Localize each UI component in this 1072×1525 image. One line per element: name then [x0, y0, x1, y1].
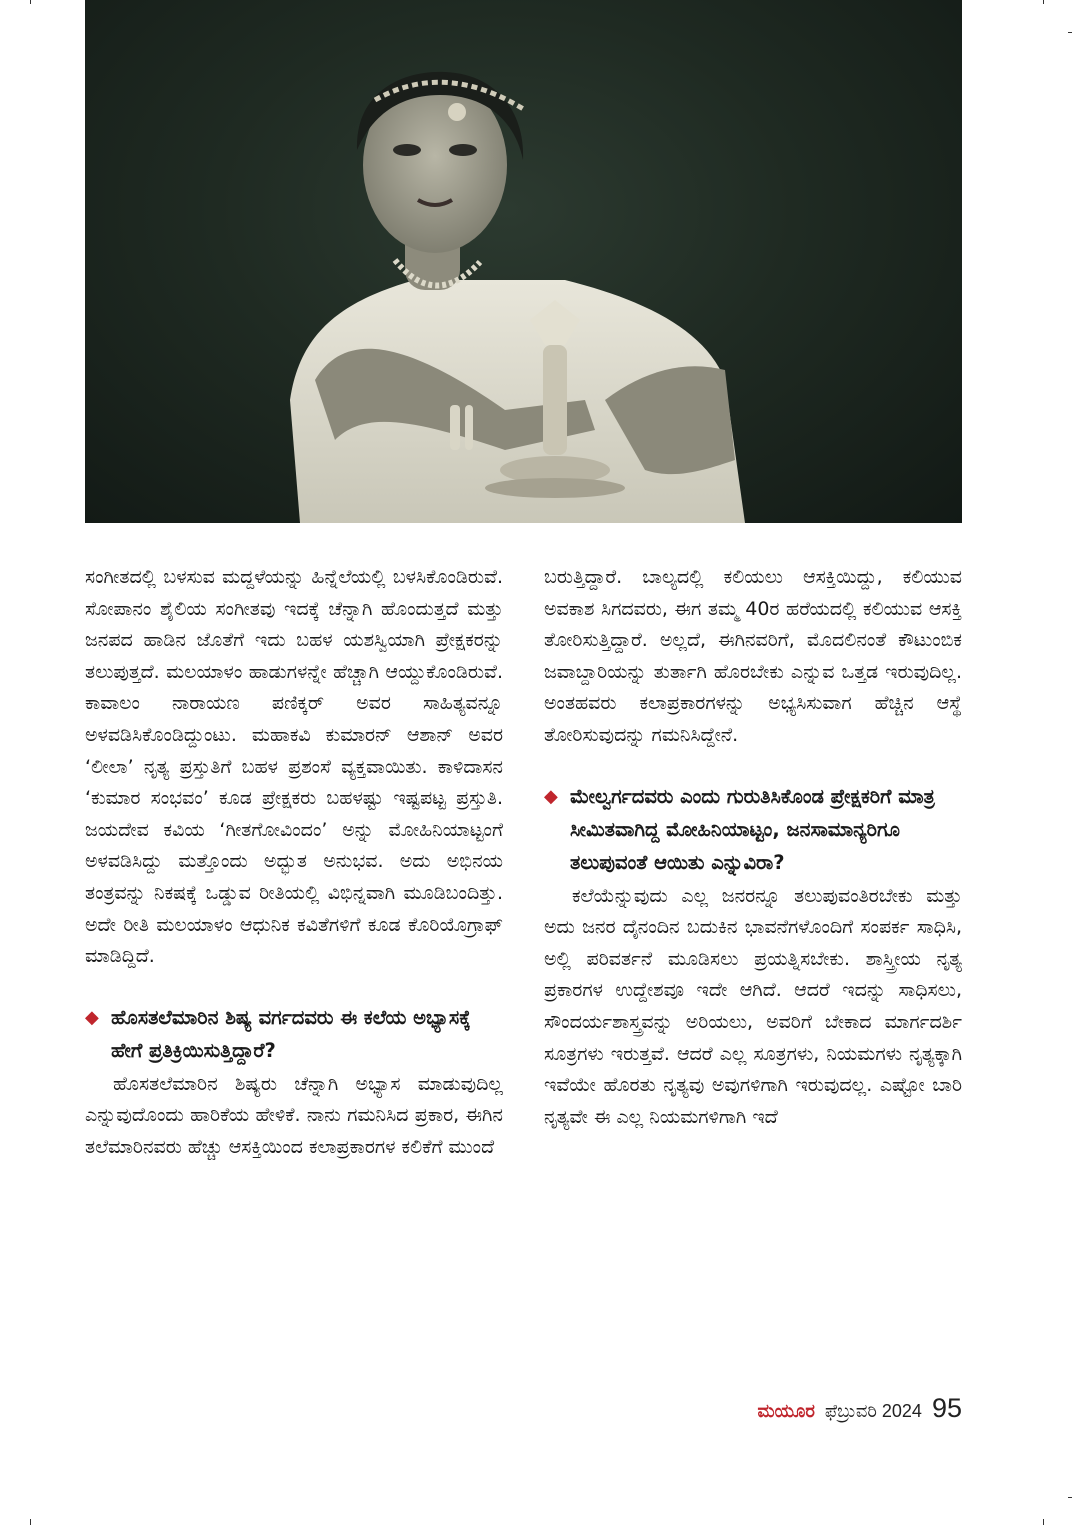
- crop-mark-bottom-right: [1043, 1519, 1044, 1525]
- page-number: 95: [931, 1393, 962, 1423]
- dancer-photo-icon: [85, 0, 962, 523]
- left-column: [85, 562, 503, 1164]
- page-footer: [757, 1393, 962, 1427]
- diamond-bullet-icon: ◆: [544, 785, 558, 807]
- left-paragraph-2: ಹೊಸತಲೆಮಾರಿನ ಶಿಷ್ಯರು ಚೆನ್ನಾಗಿ ಅಭ್ಯಾಸ ಮಾಡುವುದಿಲ್ಲ ಎನ್ನುವುದೊಂದು ಹಾರಿಕೆಯ ಹೇಳಿಕೆ. ನಾನು ಗಮನಿಸಿದ ಪ್ರಕಾರ, ಈಗಿನ ತಲೆಮಾರಿನವರು ಹೆಚ್ಚು ಆಸಕ್ತಿಯಿಂದ ಕಲಾಪ್ರಕಾರಗಳ ಕಲಿಕೆಗೆ ಮುಂದೆ: [85, 1072, 503, 1158]
- diamond-bullet-icon: ◆: [85, 1006, 99, 1028]
- crop-mark-right-upper: [1068, 32, 1072, 33]
- right-paragraph-1: ಬರುತ್ತಿದ್ದಾರೆ. ಬಾಲ್ಯದಲ್ಲಿ ಕಲಿಯಲು ಆಸಕ್ತಿಯಿದ್ದು, ಕಲಿಯುವ ಅವಕಾಶ ಸಿಗದವರು, ಈಗ ತಮ್ಮ 40ರ ಹರೆಯದಲ್ಲಿ ಕಲಿಯುವ ಆಸಕ್ತಿ ತೋರಿಸುತ್ತಿದ್ದಾರೆ. ಅಲ್ಲದೆ, ಈಗಿನವರಿಗೆ, ಮೊದಲಿನಂತೆ ಕೌಟುಂಬಿಕ ಜವಾಬ್ದಾರಿಯನ್ನು ತುರ್ತಾಗಿ ಹೊರಬೇಕು ಎನ್ನುವ ಒತ್ತಡ ಇರುವುದಿಲ್ಲ. ಅಂತಹವರು ಕಲಾಪ್ರಕಾರಗಳನ್ನು ಅಭ್ಯಸಿಸುವಾಗ ಹೆಚ್ಚಿನ ಆಸ್ಥೆ ತೋರಿಸುವುದನ್ನು ಗಮನಿಸಿದ್ದೇನೆ.: [544, 566, 962, 746]
- dancer-photo: [85, 0, 962, 523]
- right-paragraph-2: ಕಲೆಯೆನ್ನುವುದು ಎಲ್ಲ ಜನರನ್ನೂ ತಲುಪುವಂತಿರಬೇಕು ಮತ್ತು ಅದು ಜನರ ದೈನಂದಿನ ಬದುಕಿನ ಭಾವನೆಗಳೊಂದಿಗೆ ಸಂಪರ್ಕ ಸಾಧಿಸಿ, ಅಲ್ಲಿ ಪರಿವರ್ತನೆ ಮೂಡಿಸಲು ಪ್ರಯತ್ನಿಸಬೇಕು. ಶಾಸ್ತ್ರೀಯ ನೃತ್ಯ ಪ್ರಕಾರಗಳ ಉದ್ದೇಶವೂ ಇದೇ ಆಗಿದೆ. ಆದರೆ ಇದನ್ನು ಸಾಧಿಸಲು, ಸೌಂದರ್ಯಶಾಸ್ತ್ರವನ್ನು ಅರಿಯಲು, ಅವರಿಗೆ ಬೇಕಾದ ಮಾರ್ಗದರ್ಶಿ ಸೂತ್ರಗಳು ಇರುತ್ತವೆ. ಆದರೆ ಎಲ್ಲ ಸೂತ್ರಗಳು, ನಿಯಮಗಳು ನೃತ್ಯಕ್ಕಾಗಿ ಇವೆಯೇ ಹೊರತು ನೃತ್ಯವು ಅವುಗಳಿಗಾಗಿ ಇರುವುದಲ್ಲ. ಎಷ್ಟೋ ಬಾರಿ ನೃತ್ಯವೇ ಈ ಎಲ್ಲ ನಿಯಮಗಳಿಗಾಗಿ ಇದೆ: [544, 884, 962, 1128]
- left-paragraph-1: ಸಂಗೀತದಲ್ಲಿ ಬಳಸುವ ಮದ್ದಳೆಯನ್ನು ಹಿನ್ನೆಲೆಯಲ್ಲಿ ಬಳಸಿಕೊಂಡಿರುವೆ. ಸೋಪಾನಂ ಶೈಲಿಯ ಸಂಗೀತವು ಇದಕ್ಕೆ ಚೆನ್ನಾಗಿ ಹೊಂದುತ್ತದೆ ಮತ್ತು ಜನಪದ ಹಾಡಿನ ಜೊತೆಗೆ ಇದು ಬಹಳ ಯಶಸ್ವಿಯಾಗಿ ಪ್ರೇಕ್ಷಕರನ್ನು ತಲುಪುತ್ತದೆ. ಮಲಯಾಳಂ ಹಾಡುಗಳನ್ನೇ ಹೆಚ್ಚಾಗಿ ಆಯ್ದುಕೊಂಡಿರುವೆ. ಕಾವಾಲಂ ನಾರಾಯಣ ಪಣಿಕ್ಕರ್ ಅವರ ಸಾಹಿತ್ಯವನ್ನೂ ಅಳವಡಿಸಿಕೊಂಡಿದ್ದುಂಟು. ಮಹಾಕವಿ ಕುಮಾರನ್ ಆಶಾನ್ ಅವರ ‘ಲೀಲಾ’ ನೃತ್ಯ ಪ್ರಸ್ತುತಿಗೆ ಬಹಳ ಪ್ರಶಂಸೆ ವ್ಯಕ್ತವಾಯಿತು. ಕಾಳಿದಾಸನ ‘ಕುಮಾರ ಸಂಭವಂ’ ಕೂಡ ಪ್ರೇಕ್ಷಕರು ಬಹಳಷ್ಟು ಇಷ್ಟಪಟ್ಟ ಪ್ರಸ್ತುತಿ. ಜಯದೇವ ಕವಿಯ ‘ಗೀತಗೋವಿಂದಂ’ ಅನ್ನು ಮೋಹಿನಿಯಾಟ್ಟಂಗೆ ಅಳವಡಿಸಿದ್ದು ಮತ್ತೊಂದು ಅದ್ಭುತ ಅನುಭವ. ಅದು ಅಭಿನಯ ತಂತ್ರವನ್ನು ನಿಕಷಕ್ಕೆ ಒಡ್ಡುವ ರೀತಿಯಲ್ಲಿ ವಿಭಿನ್ನವಾಗಿ ಮೂಡಿಬಂದಿತ್ತು. ಅದೇ ರೀತಿ ಮಲಯಾಳಂ ಆಧುನಿಕ ಕವಿತೆಗಳಿಗೆ ಕೂಡ ಕೊರಿಯೊಗ್ರಾಫ್ ಮಾಡಿದ್ದಿದೆ.: [85, 566, 503, 968]
- right-question: [544, 780, 962, 879]
- left-question: [85, 1001, 503, 1067]
- right-column: [544, 562, 962, 1133]
- issue-date: ಫೆಬ್ರುವರಿ 2024: [824, 1401, 922, 1421]
- crop-mark-right-lower: [1068, 1497, 1072, 1498]
- crop-mark-top-right: [1043, 0, 1044, 4]
- left-question-text: ಹೊಸತಲೆಮಾರಿನ ಶಿಷ್ಯ ವರ್ಗದವರು ಈ ಕಲೆಯ ಅಭ್ಯಾಸಕ್ಕೆ ಹೇಗೆ ಪ್ರತಿಕ್ರಿಯಿಸುತ್ತಿದ್ದಾರೆ?: [111, 1005, 471, 1062]
- crop-mark-top-left: [30, 0, 31, 4]
- magazine-brand: ಮಯೂರ: [757, 1401, 815, 1422]
- right-question-text: ಮೇಲ್ವರ್ಗದವರು ಎಂದು ಗುರುತಿಸಿಕೊಂಡ ಪ್ರೇಕ್ಷಕರಿಗೆ ಮಾತ್ರ ಸೀಮಿತವಾಗಿದ್ದ ಮೋಹಿನಿಯಾಟ್ಟಂ, ಜನಸಾಮಾನ್ಯರಿಗೂ ತಲುಪುವಂತೆ ಆಯಿತು ಎನ್ನುವಿರಾ?: [570, 784, 935, 874]
- crop-mark-bottom-left: [30, 1519, 31, 1525]
